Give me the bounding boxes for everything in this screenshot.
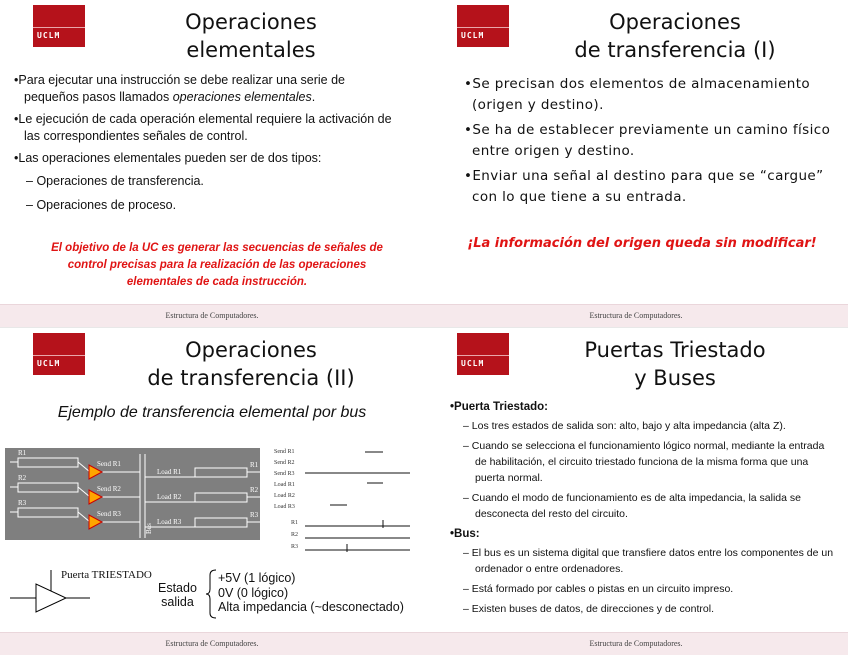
send-label: Send R1 — [97, 460, 121, 468]
load-label: Load R1 — [157, 468, 182, 476]
bullet-list — [464, 74, 834, 212]
slide-puertas-triestado — [424, 328, 848, 655]
sub-bullet-item: – Está formado por cables o pistas en un circuito impreso. — [463, 583, 734, 595]
sub-bullet-item: – Operaciones de proceso. — [26, 198, 177, 212]
state-item: +5V (1 lógico) — [218, 571, 296, 585]
slide-footer: Estructura de Computadores. — [424, 632, 848, 655]
slide-title: Operaciones de transferencia (I) — [574, 10, 776, 62]
reg-label: R2 — [250, 486, 259, 494]
state-item: Alta impedancia (~desconectado) — [218, 600, 404, 614]
sub-bullet-item: – Cuando el modo de funcionamiento es de alta impedancia, la salida se desconecta del resto del circuito. — [463, 492, 801, 520]
state-item: 0V (0 lógico) — [218, 585, 289, 600]
slide-footer: Estructura de Computadores. — [424, 304, 848, 327]
sub-bullet-item: – Operaciones de transferencia. — [26, 174, 204, 188]
bullet-item: •Le ejecución de cada operación elemental requiere la activación de las correspondientes señales de control. — [14, 112, 392, 143]
bus-transfer-diagram — [5, 446, 415, 564]
timing-label: Send R1 — [274, 449, 295, 455]
timing-label: Load R2 — [274, 493, 295, 499]
estado-salida-label: Estado salida — [158, 581, 197, 609]
timing-label: Send R2 — [274, 460, 295, 466]
timing-label: R1 — [291, 520, 299, 526]
sub-bullet-item: – El bus es un sistema digital que transfiere datos entre los componentes de un ordenador o entre ordenadores. — [463, 547, 834, 575]
brace-icon — [206, 569, 218, 619]
highlight-text: El objetivo de la UC es generar las secuencias de señales de control precisas para la realización de las operaciones elementales de cada instrucción. — [51, 242, 383, 288]
reg-label: R3 — [18, 499, 27, 507]
slide-subtitle: Ejemplo de transferencia elemental por bus — [57, 404, 367, 421]
bullet-item: •Las operaciones elementales pueden ser de dos tipos: — [14, 151, 322, 165]
uclm-logo: UCLM — [457, 5, 509, 47]
load-label: Load R3 — [157, 518, 182, 526]
reg-label: R3 — [250, 511, 259, 519]
sub-bullet-item: – Existen buses de datos, de direcciones y de control. — [463, 603, 714, 615]
timing-label: Send R3 — [274, 471, 295, 477]
sub-bullet-item: – Los tres estados de salida son: alto, bajo y alta impedancia (alta Z). — [463, 420, 786, 432]
slide-footer: Estructura de Computadores. — [0, 632, 424, 655]
reg-label: R1 — [250, 461, 259, 469]
bullet-item: •Se ha de establecer previamente un camino físico entre origen y destino. — [464, 122, 831, 159]
send-label: Send R2 — [97, 485, 121, 493]
uclm-logo: UCLM — [33, 5, 85, 47]
bullet-item: •Enviar una señal al destino para que se “cargue” con lo que tiene a su entrada. — [464, 168, 824, 205]
timing-label: R3 — [291, 544, 299, 550]
reg-label: R1 — [18, 449, 27, 457]
bullet-heading: •Bus: — [450, 528, 480, 540]
slide-transferencia-2 — [0, 328, 424, 655]
bus-circuit-background — [5, 448, 260, 540]
timing-label: Load R3 — [274, 504, 295, 510]
highlight-text: ¡La información del origen queda sin modificar! — [467, 236, 817, 251]
reg-label: R2 — [18, 474, 27, 482]
bus-label: Bus — [145, 523, 153, 534]
slide-title: Puertas Triestado y Buses — [584, 338, 766, 390]
bullet-list — [450, 399, 838, 621]
bullet-item: •Para ejecutar una instrucción se debe realizar una serie de pequeños pasos llamados operaciones elementales. — [14, 73, 345, 104]
timing-label: Load R1 — [274, 482, 295, 488]
timing-label: R2 — [291, 532, 299, 538]
uclm-logo: UCLM — [33, 333, 85, 375]
slide-title: Operaciones de transferencia (II) — [147, 338, 355, 390]
sub-bullet-item: – Cuando se selecciona el funcionamiento lógico normal, mediante la entrada de habilitación, el circuito triestado funciona de la misma forma que una puerta normal. — [463, 440, 825, 484]
output-states-list — [218, 571, 404, 615]
load-label: Load R2 — [157, 493, 182, 501]
uclm-logo: UCLM — [457, 333, 509, 375]
bullet-list — [14, 72, 394, 221]
bullet-item: •Se precisan dos elementos de almacenamiento (origen y destino). — [464, 76, 811, 113]
bullet-heading: •Puerta Triestado: — [450, 401, 548, 413]
slide-operaciones-elementales — [0, 0, 424, 327]
slide-transferencia-1 — [424, 0, 848, 327]
slide-footer: Estructura de Computadores. — [0, 304, 424, 327]
timing-diagram — [305, 452, 410, 552]
tristate-label: Puerta TRIESTADO — [61, 569, 152, 581]
slide-title: Operaciones elementales — [185, 10, 317, 62]
send-label: Send R3 — [97, 510, 121, 518]
